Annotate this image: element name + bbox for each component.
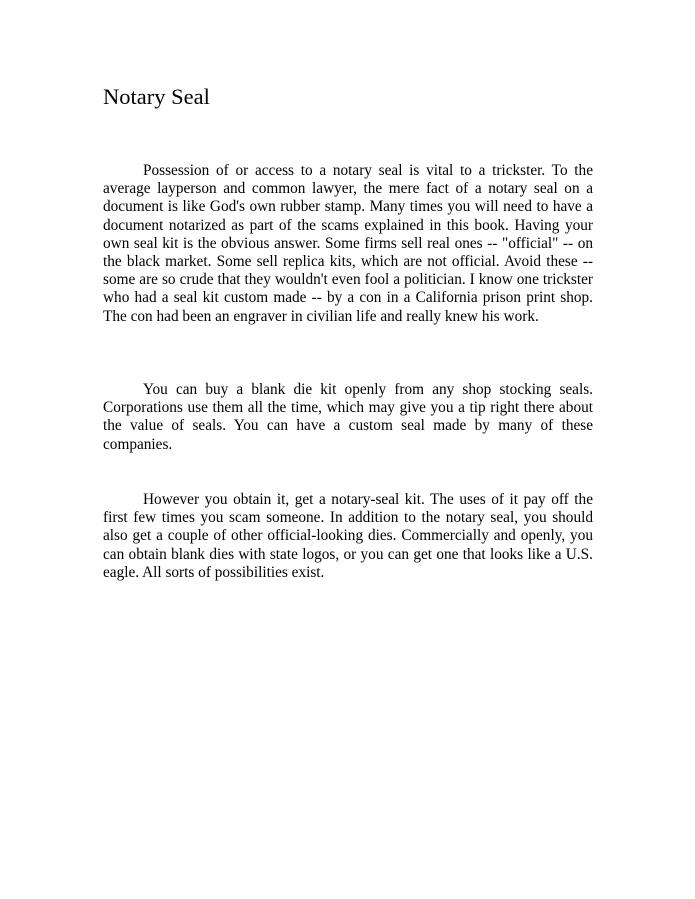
body-paragraph: You can buy a blank die kit openly from any shop stocking seals. Corporations use them all the time, which may give you a tip right there about the value of seals. You can have a custom seal made by many of these companies. [103,381,593,453]
page-title: Notary Seal [103,84,210,109]
body-paragraph: Possession of or access to a notary seal is vital to a trickster. To the average layperson and common lawyer, the mere fact of a notary seal on a document is like God's own rubber stamp. Many times you will need to have a document notarized as part of the scams explained in this book. Having your own seal kit is the obvious answer. Some firms sell real ones -- "official" -- on the black market. Some sell replica kits, which are not official. Avoid these -- some are so crude that they wouldn't even fool a politician. I know one trickster who had a seal kit custom made -- by a con in a California prison print shop. The con had been an engraver in civilian life and really knew his work. [103,162,593,325]
body-paragraph: However you obtain it, get a notary-seal kit. The uses of it pay off the first few times you scam someone. In addition to the notary seal, you should also get a couple of other official-looking dies. Commercially and openly, you can obtain blank dies with state logos, or you can get one that looks like a U.S. eagle. All sorts of possibilities exist. [103,491,593,581]
